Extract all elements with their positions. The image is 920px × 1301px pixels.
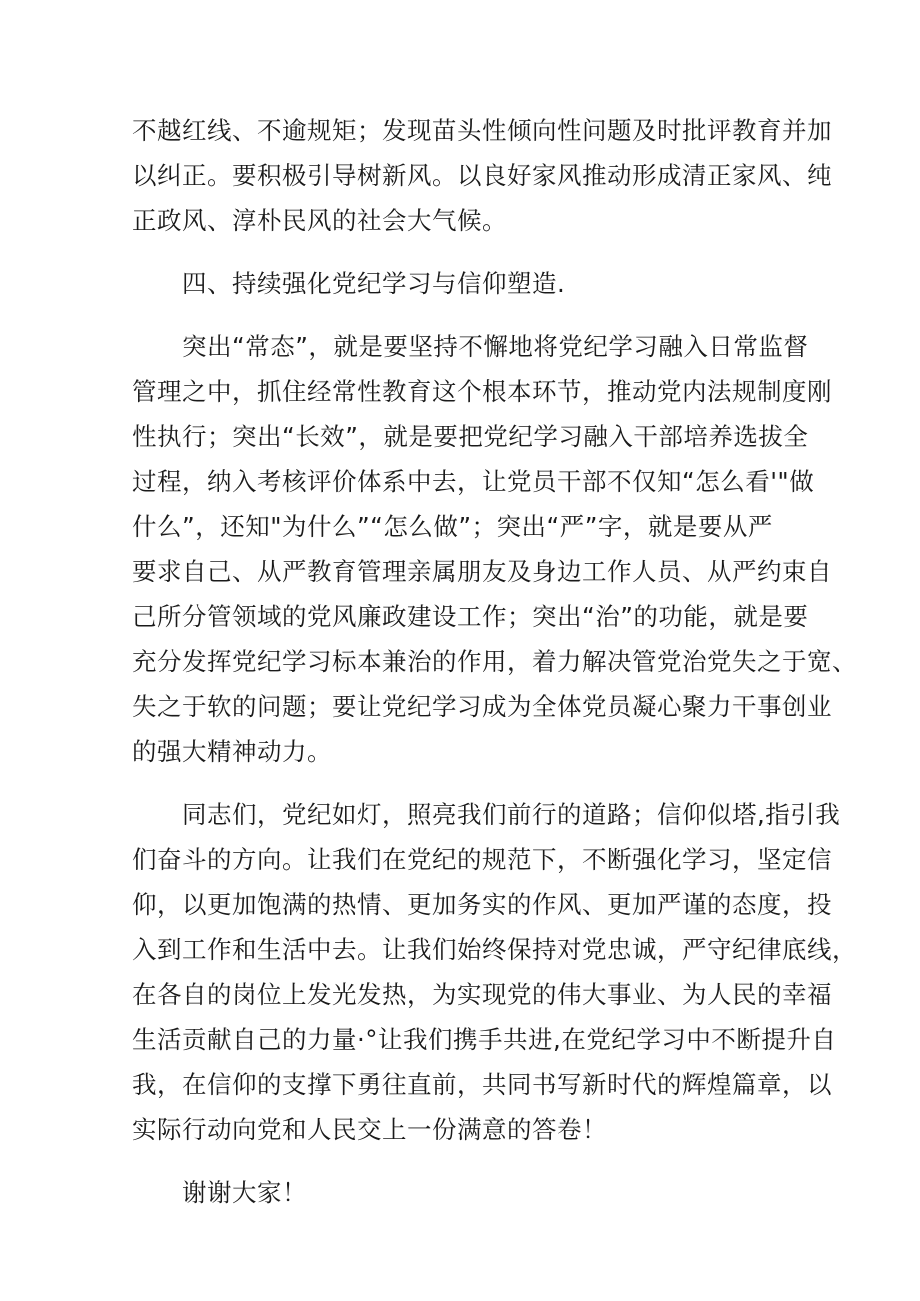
- text-line: 充分发挥党纪学习标本兼治的作用，着力解决管党治党失之于宽、: [132, 647, 857, 676]
- document-body: [132, 108, 857, 1215]
- paragraph-family-style: [132, 108, 832, 243]
- paragraph-comrades-closing: [132, 792, 857, 1152]
- text-line: 实际行动向党和人民交上一份满意的答卷！: [132, 1115, 607, 1144]
- text-line: 的强大精神动力。: [132, 737, 332, 766]
- text-line: 我，在信仰的支撑下勇往直前，共同书写新时代的辉煌篇章，以: [132, 1070, 832, 1099]
- text-line: 要求自己、从严教育管理亲属朋友及身边工作人员、从严约束自: [132, 557, 832, 586]
- text-line: 以纠正。要积极引导树新风。以良好家风推动形成清正家风、纯: [132, 161, 832, 190]
- text-line: 在各自的岗位上发光发热，为实现党的伟大事业、为人民的幸福: [132, 980, 832, 1009]
- heading-text: 四、持续强化党纪学习与信仰塑造.: [182, 269, 566, 298]
- text-line: 性执行；突出“长效”，就是要把党纪学习融入干部培养选拔全: [132, 422, 809, 451]
- text-line: 正政风、淳朴民风的社会大气候。: [132, 206, 507, 235]
- text-line: 们奋斗的方向。让我们在党纪的规范下，不断强化学习，坚定信: [132, 845, 832, 874]
- paragraph-discipline-study: [132, 324, 857, 774]
- text-line: 管理之中，抓住经常性教育这个根本环节，推动党内法规制度刚: [132, 377, 832, 406]
- text-line: 仰，以更加饱满的热情、更加务实的作风、更加严谨的态度，投: [132, 890, 832, 919]
- closing-thanks: [132, 1170, 802, 1215]
- text-line: 己所分管领域的党风廉政建设工作；突出“治”的功能，就是要: [132, 602, 809, 631]
- text-line: 什么”，还知"为什么”“怎么做”；突出“严”字，就是要从严: [132, 512, 773, 541]
- thanks-text: 谢谢大家！: [182, 1178, 307, 1207]
- text-line: 突出“常态”，就是要坚持不懈地将党纪学习融入日常监督: [182, 332, 809, 361]
- text-line: 生活贡献自己的力量·°让我们携手共进,在党纪学习中不断提升自: [132, 1025, 837, 1054]
- text-line: 过程，纳入考核评价体系中去，让党员干部不仅知“怎么看'"做: [132, 467, 815, 496]
- text-line: 同志们，党纪如灯，照亮我们前行的道路；信仰似塔,指引我: [182, 800, 841, 829]
- section-heading-four: [132, 261, 802, 306]
- text-line: 入到工作和生活中去。让我们始终保持对党忠诚，严守纪律底线，: [132, 935, 857, 964]
- text-line: 失之于软的问题；要让党纪学习成为全体党员凝心聚力干事创业: [132, 692, 832, 721]
- text-line: 不越红线、不逾规矩；发现苗头性倾向性问题及时批评教育并加: [132, 116, 832, 145]
